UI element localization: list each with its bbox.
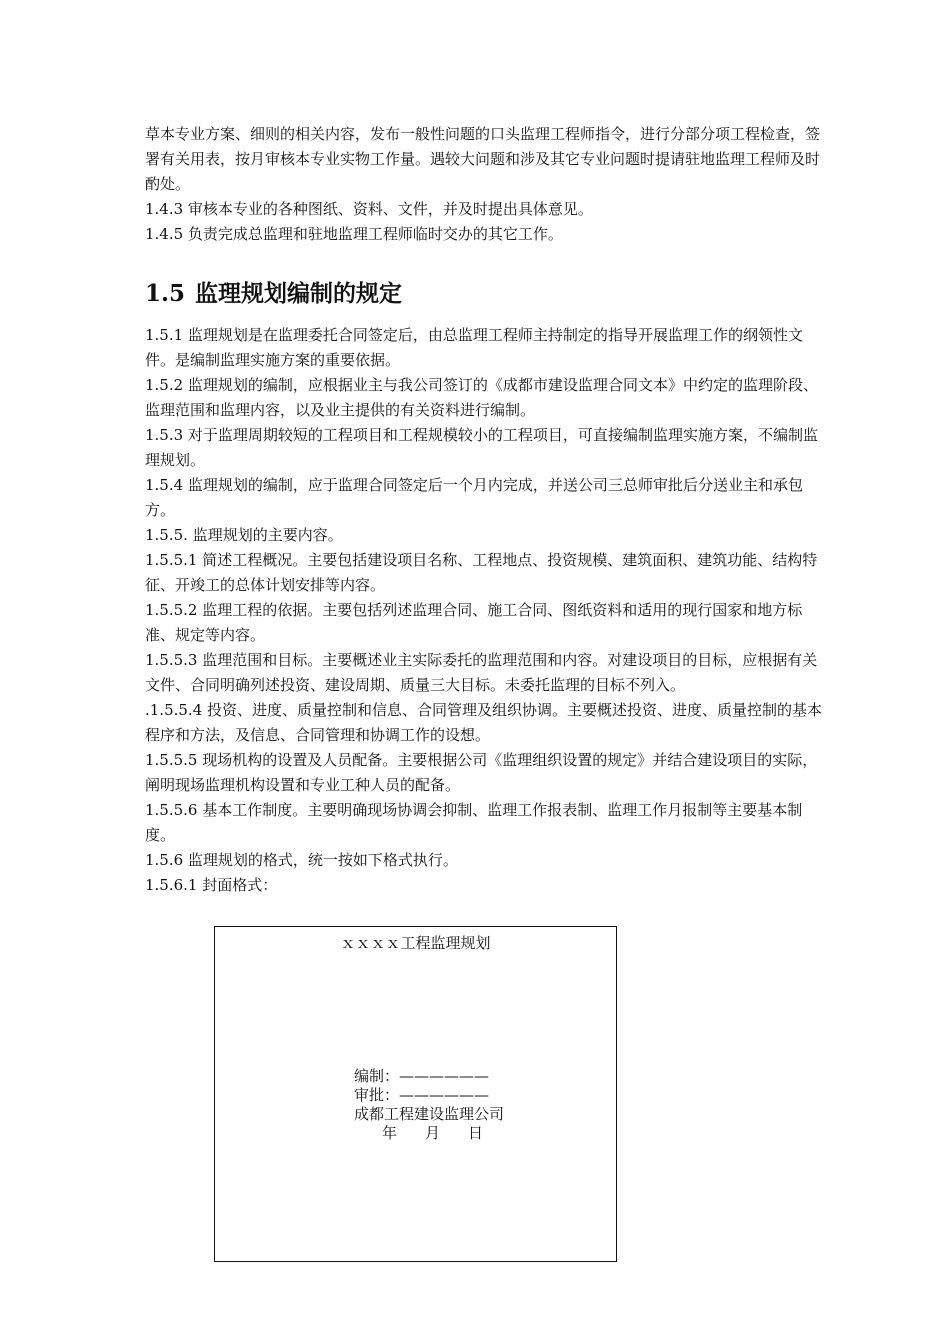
cover-format-box	[214, 926, 617, 1262]
cover-month: 月	[425, 1124, 441, 1142]
cover-date-line	[354, 1124, 504, 1143]
cover-signature-block	[354, 1067, 504, 1143]
paragraph-1-5-3: 1.5.3 对于监理周期较短的工程项目和工程规模较小的工程项目，可直接编制监理实施方案，不编制监理规划。	[145, 426, 818, 469]
cover-title: ｘｘｘｘ工程监理规划	[340, 934, 491, 952]
document-body	[145, 122, 825, 898]
paragraph-1-5-5-3: 1.5.5.3 监理范围和目标。主要概述业主实际委托的监理范围和内容。对建设项目的目标，应根据有关文件、合同明确列述投资、建设周期、质量三大目标。未委托监理的目标不列入。	[145, 651, 818, 694]
paragraph-1-4-5: 1.4.5 负责完成总监理和驻地监理工程师临时交办的其它工作。	[145, 225, 563, 243]
cover-approve-line: 审批：——————	[354, 1086, 490, 1104]
paragraph-1-5-5: 1.5.5. 监理规划的主要内容。	[145, 526, 343, 544]
paragraph-1-5-5-1: 1.5.5.1 简述工程概况。主要包括建设项目名称、工程地点、投资规模、建筑面积、建筑功能、结构特征、开竣工的总体计划安排等内容。	[145, 551, 818, 594]
paragraph-continued: 草本专业方案、细则的相关内容，发布一般性问题的口头监理工程师指令，进行分部分项工程检查，签署有关用表，按月审核本专业实物工作量。遇较大问题和涉及其它专业问题时提请驻地监理工程师及时酌处。	[145, 125, 821, 193]
paragraph-1-4-3: 1.4.3 审核本专业的各种图纸、资料、文件，并及时提出具体意见。	[145, 200, 593, 218]
paragraph-1-5-2: 1.5.2 监理规划的编制，应根据业主与我公司签订的《成都市建设监理合同文本》中约定的监理阶段、监理范围和监理内容，以及业主提供的有关资料进行编制。	[145, 376, 818, 419]
cover-day: 日	[468, 1124, 484, 1142]
paragraph-1-5-5-4: .1.5.5.4 投资、进度、质量控制和信息、合同管理及组织协调。主要概述投资、进度、质量控制的基本程序和方法，及信息、合同管理和协调工作的设想。	[145, 701, 823, 744]
cover-compile-line: 编制：——————	[354, 1067, 490, 1085]
section-heading	[145, 277, 825, 311]
paragraph-1-5-5-6: 1.5.5.6 基本工作制度。主要明确现场协调会抑制、监理工作报表制、监理工作月报制等主要基本制度。	[145, 801, 803, 844]
paragraph-1-5-1: 1.5.1 监理规划是在监理委托合同签定后，由总监理工程师主持制定的指导开展监理工作的纲领性文件。是编制监理实施方案的重要依据。	[145, 326, 803, 369]
paragraph-1-5-6-1: 1.5.6.1 封面格式：	[145, 876, 278, 894]
paragraph-1-5-4: 1.5.4 监理规划的编制，应于监理合同签定后一个月内完成，并送公司三总师审批后分送业主和承包方。	[145, 476, 803, 519]
cover-year: 年	[382, 1124, 398, 1142]
paragraph-1-5-5-5: 1.5.5.5 现场机构的设置及人员配备。主要根据公司《监理组织设置的规定》并结合建设项目的实际，阐明现场监理机构设置和专业工种人员的配备。	[145, 751, 818, 794]
paragraph-1-5-5-2: 1.5.5.2 监理工程的依据。主要包括列述监理合同、施工合同、图纸资料和适用的现行国家和地方标准、规定等内容。	[145, 601, 803, 644]
paragraph-1-5-6: 1.5.6 监理规划的格式，统一按如下格式执行。	[145, 851, 458, 869]
section-number: 1.5	[145, 280, 186, 307]
cover-company: 成都工程建设监理公司	[354, 1105, 505, 1123]
section-title: 监理规划编制的规定	[195, 280, 403, 307]
